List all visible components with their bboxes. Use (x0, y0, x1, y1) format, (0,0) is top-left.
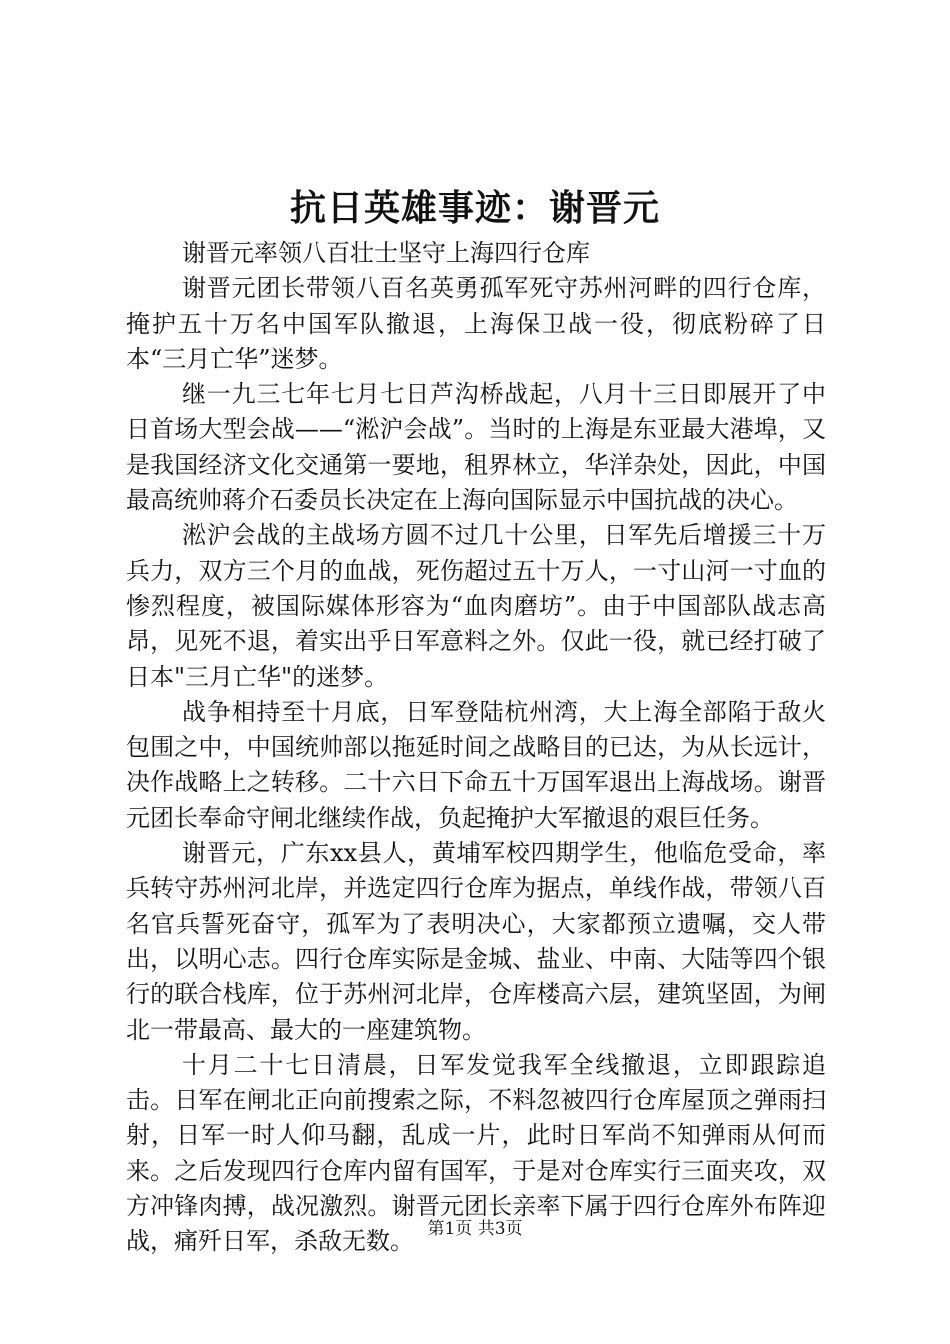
document-body (126, 236, 826, 1260)
page-title: 抗日英雄事迹：谢晋元 (289, 187, 660, 229)
paragraph: 谢晋元，广东xx县人，黄埔军校四期学生，他临危受命，率兵转守苏州河北岸，并选定四行仓库为据点，单线作战，带领八百名官兵誓死奋守，孤军为了表明决心，大家都预立遗嘱，交人带出，以明心志。四行仓库实际是金城、盐业、中南、大陆等四个银行的联合栈库，位于苏州河北岸，仓库楼高六层，建筑坚固，为闸北一带最高、最大的一座建筑物。 (126, 839, 826, 1044)
paragraph: 十月二十七日清晨，日军发觉我军全线撤退，立即跟踪追击。日军在闸北正向前搜索之际，不料忽被四行仓库屋顶之弹雨扫射，日军一时人仰马翻，乱成一片，此时日军尚不知弹雨从何而来。之后发现四行仓库内留有国军，于是对仓库实行三面夹攻，双方冲锋肉搏，战况激烈。谢晋元团长亲率下属于四行仓库外布阵迎战，痛歼日军，杀敌无数。 (126, 1050, 826, 1256)
paragraph: 谢晋元团长带领八百名英勇孤军死守苏州河畔的四行仓库，掩护五十万名中国军队撤退，上海保卫战一役，彻底粉碎了日本“三月亡华”迷梦。 (126, 274, 826, 373)
subtitle-line: 谢晋元率领八百壮士坚守上海四行仓库 (182, 239, 590, 267)
paragraph: 战争相持至十月底，日军登陆杭州湾，大上海全部陷于敌火包围之中，中国统帅部以拖延时间之战略目的已达，为从长远计，决作战略上之转移。二十六日下命五十万国军退出上海战场。谢晋元团长奉命守闸北继续作战，负起掩护大军撤退的艰巨任务。 (126, 697, 826, 832)
page-number-footer: 第1页 共3页 (427, 1219, 523, 1239)
paragraph: 继一九三七年七月七日芦沟桥战起，八月十三日即展开了中日首场大型会战——“淞沪会战”。当时的上海是东亚最大港埠，又是我国经济文化交通第一要地，租界林立，华洋杂处，因此，中国最高统帅蒋介石委员长决定在上海向国际显示中国抗战的决心。 (126, 380, 826, 515)
paragraph: 淞沪会战的主战场方圆不过几十公里，日军先后增援三十万兵力，双方三个月的血战，死伤超过五十万人，一寸山河一寸血的惨烈程度，被国际媒体形容为“血肉磨坊”。由于中国部队战志高昂，见死不退，着实出乎日军意料之外。仅此一役，就已经打破了日本"三月亡华"的迷梦。 (126, 521, 826, 691)
